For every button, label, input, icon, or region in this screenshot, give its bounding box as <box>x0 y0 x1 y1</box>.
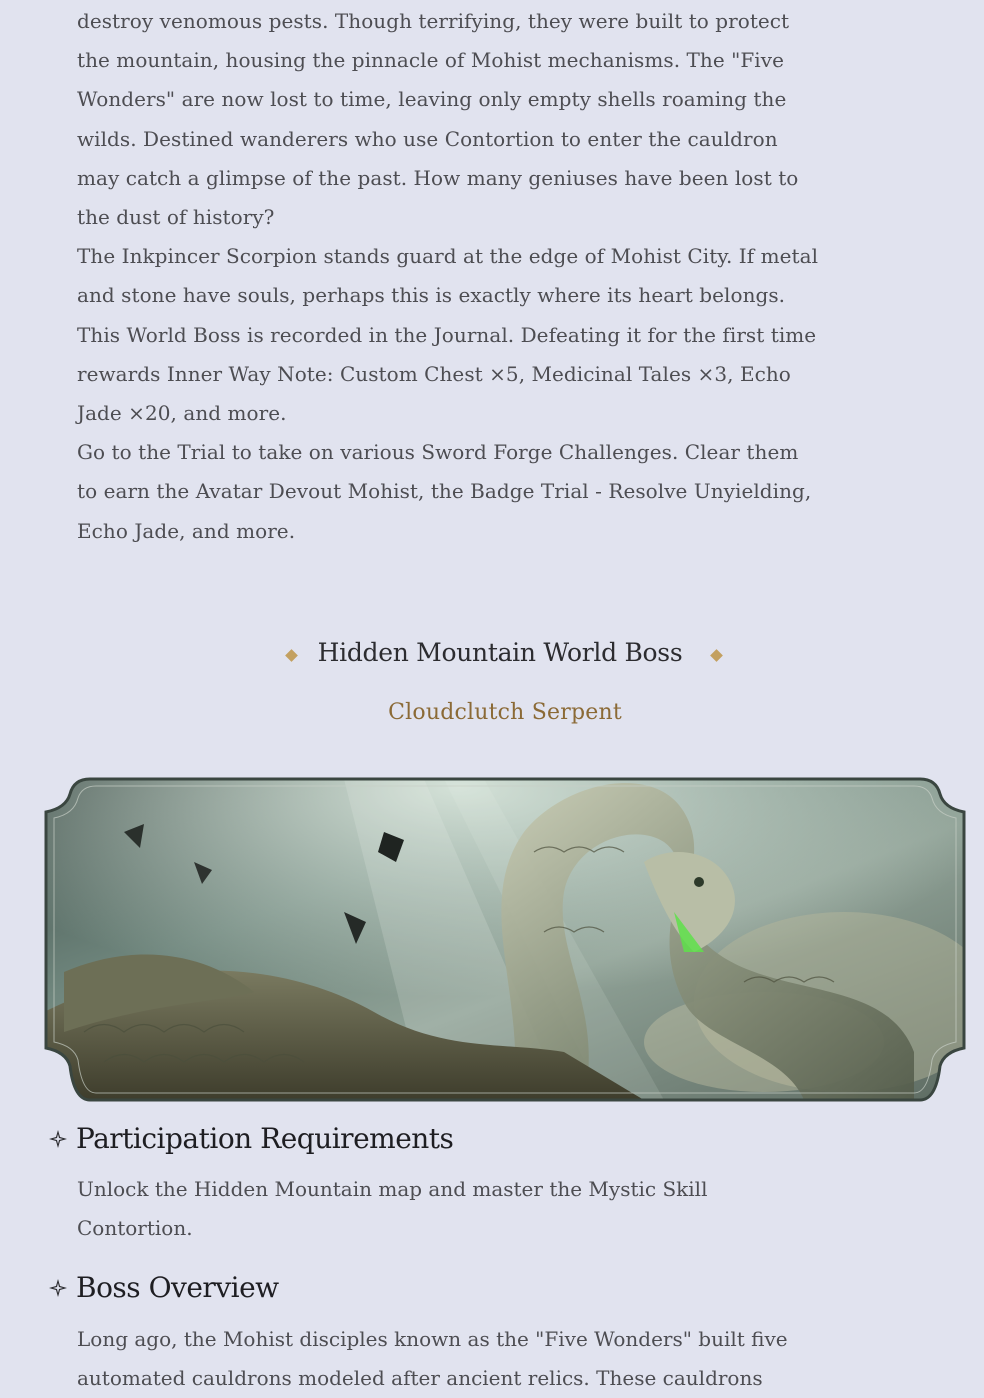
overview-heading-text: Boss Overview <box>76 1271 279 1304</box>
section-divider <box>100 636 900 676</box>
boss-name: Cloudclutch Serpent <box>388 700 622 725</box>
overview-text: Long ago, the Mohist disciples known as the "Five Wonders" built five automated cauldrons modeled after ancient relics. These cauldrons <box>77 1327 788 1391</box>
participation-text: Unlock the Hidden Mountain map and master the Mystic Skill Contortion. <box>77 1177 708 1241</box>
intro-paragraph: This World Boss is recorded in the Journal. Defeating it for the first time rewards Inner Way Note: Custom Chest ×5, Medicinal Tales ×3, Echo Jade ×20, and more. <box>77 322 817 426</box>
four-point-star-icon <box>48 1129 68 1149</box>
intro-paragraph: The Inkpincer Scorpion stands guard at the edge of Mohist City. If metal and stone have souls, perhaps this is exactly where its heart belongs. <box>77 244 819 308</box>
overview-heading <box>48 1271 279 1304</box>
participation-heading-text: Participation Requirements <box>76 1122 454 1155</box>
intro-paragraph: destroy venomous pests. Though terrifying, they were built to protect the mountain, housing the pinnacle of Mohist mechanisms. The "Five Wonders" are now lost to time, leaving only empty shells roaming the wilds. Destined wanderers who use Contortion to enter the cauldron may catch a glimpse of the past. How many geniuses have been lost to the dust of history? <box>77 9 799 230</box>
section-title-wrap <box>100 638 900 667</box>
boss-image <box>44 752 966 1102</box>
participation-heading <box>48 1122 453 1155</box>
four-point-star-icon <box>48 1278 68 1298</box>
intro-paragraphs <box>77 2 822 551</box>
intro-paragraph: Go to the Trial to take on various Sword Forge Challenges. Clear them to earn the Avatar Devout Mohist, the Badge Trial - Resolve Unyielding, Echo Jade, and more. <box>77 440 812 543</box>
section-title: Hidden Mountain World Boss <box>306 638 695 667</box>
